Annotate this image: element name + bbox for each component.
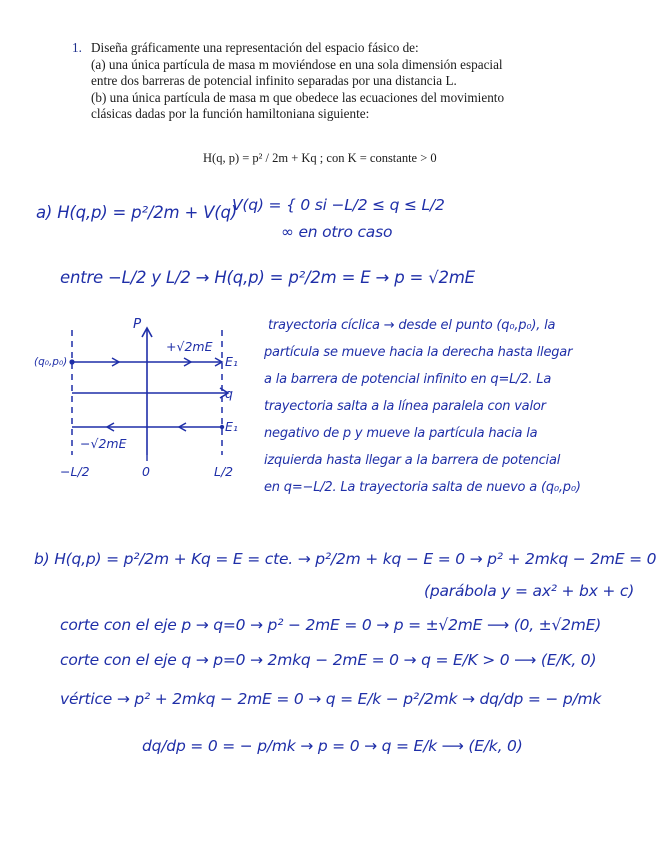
part-b-line-1: b) H(q,p) = p²/2m + Kq = E = cte. → p²/2m + kq − E = 0 → p² + 2mkq − 2mE = 0 xyxy=(34,550,656,568)
part-b-cut-p: corte con el eje p → q=0 → p² − 2mE = 0 → p = ±√2mE ⟶ (0, ±√2mE) xyxy=(60,616,602,634)
problem-line-1: Diseña gráficamente una representación del espacio fásico de: xyxy=(91,40,419,55)
right-label-q: q xyxy=(225,386,233,401)
x-tick-left: −L/2 xyxy=(60,464,90,479)
problem-line-4: (b) una única partícula de masa m que obedece las ecuaciones del movimiento xyxy=(91,89,505,105)
right-label-top: E₁ xyxy=(225,354,238,369)
jump-point-dot xyxy=(220,425,224,429)
potential-definition-top: V(q) = { 0 si −L/2 ≤ q ≤ L/2 xyxy=(232,196,445,214)
start-point-dot xyxy=(69,359,74,364)
upper-momentum-label: +√2mE xyxy=(166,339,213,354)
description-line-3: a la barrera de potencial infinito en q=L/2. La xyxy=(264,372,552,387)
problem-line-3: entre dos barreras de potencial infinito separadas por una distancia L. xyxy=(91,73,457,88)
lower-momentum-label: −√2mE xyxy=(80,436,127,451)
description-line-7: en q=−L/2. La trayectoria salta de nuevo a (q₀,p₀) xyxy=(264,480,581,495)
description-line-6: izquierda hasta llegar a la barrera de potencial xyxy=(264,453,561,468)
x-tick-zero: 0 xyxy=(142,464,150,479)
description-line-4: trayectoria salta a la línea paralela con valor xyxy=(264,399,546,414)
description-line-2: partícula se mueve hacia la derecha hasta llegar xyxy=(264,345,573,360)
description-line-5: negativo de p y mueve la partícula hacia la xyxy=(264,426,538,441)
part-b-parabola-note: (parábola y = ax² + bx + c) xyxy=(424,582,635,600)
right-label-bottom: E₁ xyxy=(225,419,238,434)
problem-line-2: (a) una única partícula de masa m moviéndose en una sola dimensión espacial xyxy=(91,56,503,72)
part-b-cut-q: corte con el eje q → p=0 → 2mkq − 2mE = 0 → q = E/K > 0 ⟶ (E/K, 0) xyxy=(60,651,597,669)
p-axis-label: P xyxy=(133,316,142,332)
start-point-label: (q₀,p₀) xyxy=(34,356,68,368)
part-a-hamiltonian: a) H(q,p) = p²/2m + V(q) xyxy=(36,203,237,222)
part-b-derivative: dq/dp = 0 = − p/mk → p = 0 → q = E/k ⟶ (E/k, 0) xyxy=(142,737,523,755)
problem-number: 1. xyxy=(72,40,82,55)
potential-definition-bottom: ∞ en otro caso xyxy=(281,223,393,241)
problem-line-5: clásicas dadas por la función hamiltoniana siguiente: xyxy=(91,106,370,121)
x-tick-right: L/2 xyxy=(214,464,234,479)
hamiltonian-equation: H(q, p) = p² / 2m + Kq ; con K = constante > 0 xyxy=(203,151,437,165)
description-line-1: trayectoria cíclica → desde el punto (q₀,p₀), la xyxy=(268,318,556,333)
part-b-vertex: vértice → p² + 2mkq − 2mE = 0 → q = E/k − p²/2mk → dq/dp = − p/mk xyxy=(60,690,602,708)
part-a-energy-line: entre −L/2 y L/2 → H(q,p) = p²/2m = E → p = √2mE xyxy=(60,268,475,287)
